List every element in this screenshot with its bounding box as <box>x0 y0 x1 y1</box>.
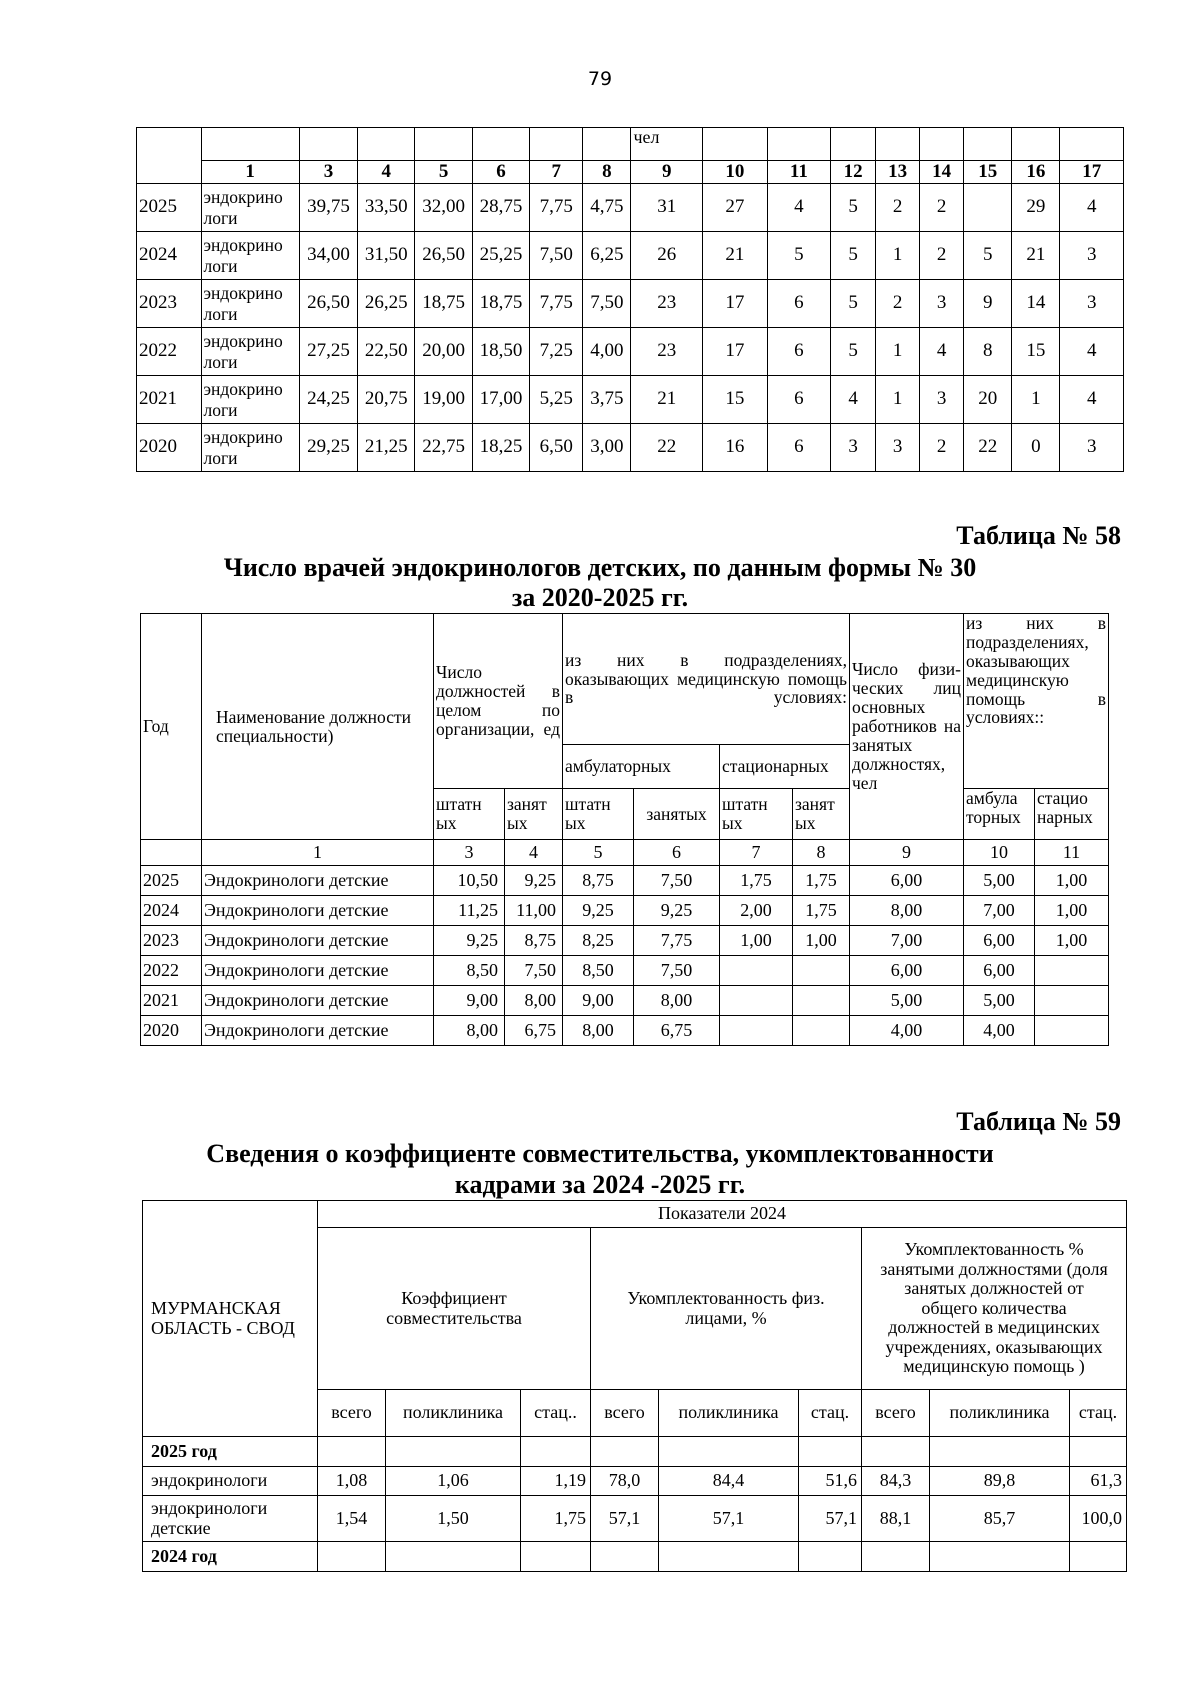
position-cell: Эндокринологи детские <box>202 986 434 1016</box>
table-row <box>141 896 1109 926</box>
col-num: 8 <box>793 840 850 866</box>
value-cell: 6,00 <box>964 956 1035 986</box>
value-cell: 7,75 <box>634 926 720 956</box>
year-cell: 2020 <box>137 424 202 472</box>
value-cell: 33,50 <box>358 184 415 232</box>
header-year: Год <box>141 614 202 840</box>
col-num: 13 <box>876 161 920 184</box>
value-cell: 5,00 <box>964 866 1035 896</box>
value-cell: 15 <box>703 376 768 424</box>
subheader: стац. <box>799 1390 862 1437</box>
table58-number: Таблица № 58 <box>956 521 1121 550</box>
value-cell: 31 <box>631 184 703 232</box>
value-cell: 1,75 <box>720 866 793 896</box>
table59-subtitle: кадрами за 2024 -2025 гг. <box>454 1170 746 1199</box>
col-num: 1 <box>202 840 434 866</box>
value-cell: 26,50 <box>415 232 472 280</box>
header-ambulatory-short: амбула торных <box>964 789 1035 840</box>
value-cell: 20,00 <box>415 328 472 376</box>
col-num: 14 <box>920 161 964 184</box>
value-cell: 78,0 <box>591 1467 659 1496</box>
col-num: 1 <box>201 161 299 184</box>
year-cell: 2023 <box>137 280 202 328</box>
value-cell: 4,00 <box>964 1016 1035 1046</box>
value-cell: 7,75 <box>530 280 583 328</box>
col-num: 3 <box>434 840 505 866</box>
col-num: 9 <box>631 161 703 184</box>
col-num: 8 <box>583 161 631 184</box>
value-cell: 1,00 <box>793 926 850 956</box>
position-cell: эндокрино логи <box>201 376 299 424</box>
table59-title: Сведения о коэффициенте совместительства, укомплектованности <box>206 1139 994 1168</box>
value-cell: 9,25 <box>563 896 634 926</box>
value-cell: 22 <box>964 424 1012 472</box>
table-row <box>141 956 1109 986</box>
header-indicators: Показатели 2024 <box>318 1201 1127 1228</box>
table59 <box>142 1200 1127 1572</box>
value-cell: 2 <box>920 424 964 472</box>
value-cell: 6,75 <box>634 1016 720 1046</box>
value-cell: 7,00 <box>850 926 964 956</box>
value-cell: 6,25 <box>583 232 631 280</box>
header-of-them: из них в подразделениях, оказывающих медицинскую помощь в условиях:: <box>964 614 1109 789</box>
value-cell: 2 <box>920 232 964 280</box>
header-occupied: занят ых <box>793 789 850 840</box>
value-cell: 8,50 <box>563 956 634 986</box>
value-cell: 5,00 <box>964 986 1035 1016</box>
position-cell: эндокрино логи <box>201 280 299 328</box>
value-cell: 1,19 <box>521 1467 591 1496</box>
value-cell: 8,00 <box>634 986 720 1016</box>
value-cell: 14 <box>1012 280 1060 328</box>
table-row <box>137 280 1124 328</box>
value-cell: 5 <box>767 232 830 280</box>
subheader: поликлиника <box>930 1390 1070 1437</box>
value-cell <box>1035 1016 1109 1046</box>
value-cell: 3 <box>876 424 920 472</box>
value-cell: 18,50 <box>472 328 529 376</box>
value-cell: 1,00 <box>1035 896 1109 926</box>
value-cell: 6,00 <box>964 926 1035 956</box>
table58 <box>140 613 1109 1046</box>
value-cell: 5 <box>831 232 876 280</box>
value-cell: 9 <box>964 280 1012 328</box>
value-cell <box>793 956 850 986</box>
value-cell: 26,25 <box>358 280 415 328</box>
value-cell <box>793 986 850 1016</box>
value-cell: 11,00 <box>505 896 563 926</box>
position-cell: эндокринологи детские <box>143 1496 318 1542</box>
value-cell: 57,1 <box>659 1496 799 1542</box>
col-num: 6 <box>634 840 720 866</box>
header-staffing-physical: Укомплектованность физ. лицами, % <box>591 1228 862 1390</box>
value-cell: 17 <box>703 328 768 376</box>
year-2025-label: 2025 год <box>143 1437 318 1467</box>
year-cell: 2020 <box>141 1016 202 1046</box>
value-cell: 22 <box>631 424 703 472</box>
value-cell: 1,00 <box>1035 866 1109 896</box>
table59-body <box>143 1467 1127 1542</box>
value-cell: 7,50 <box>583 280 631 328</box>
value-cell: 6,00 <box>850 956 964 986</box>
year-cell: 2021 <box>141 986 202 1016</box>
col-num: 4 <box>358 161 415 184</box>
value-cell: 1,50 <box>386 1496 521 1542</box>
position-cell: Эндокринологи детские <box>202 1016 434 1046</box>
value-cell: 27 <box>703 184 768 232</box>
value-cell: 2 <box>876 184 920 232</box>
table58-subtitle: за 2020-2025 гг. <box>511 583 689 612</box>
value-cell: 5 <box>831 328 876 376</box>
value-cell: 8,00 <box>850 896 964 926</box>
value-cell: 100,0 <box>1070 1496 1127 1542</box>
value-cell: 8 <box>964 328 1012 376</box>
header-staff: штатн ых <box>563 789 634 840</box>
value-cell: 8,75 <box>505 926 563 956</box>
value-cell: 16 <box>703 424 768 472</box>
position-cell: эндокрино логи <box>201 328 299 376</box>
value-cell: 23 <box>631 280 703 328</box>
top-header-row <box>137 128 1124 161</box>
year-cell: 2022 <box>141 956 202 986</box>
value-cell: 11,25 <box>434 896 505 926</box>
value-cell <box>720 956 793 986</box>
value-cell: 5 <box>831 280 876 328</box>
col-num: 7 <box>530 161 583 184</box>
position-cell: Эндокринологи детские <box>202 896 434 926</box>
position-cell: эндокрино логи <box>201 232 299 280</box>
header-occupied: занятых <box>634 789 720 840</box>
value-cell: 9,00 <box>563 986 634 1016</box>
col-num: 5 <box>415 161 472 184</box>
value-cell: 10,50 <box>434 866 505 896</box>
value-cell: 26,50 <box>299 280 357 328</box>
table-row <box>141 866 1109 896</box>
table-row <box>137 184 1124 232</box>
value-cell: 18,75 <box>415 280 472 328</box>
value-cell <box>793 1016 850 1046</box>
year-cell: 2023 <box>141 926 202 956</box>
header-subdivisions: из них в подразделениях, оказывающих медицинскую помощь в условиях: <box>563 614 850 745</box>
value-cell: 0 <box>1012 424 1060 472</box>
header-occupied: занят ых <box>505 789 563 840</box>
table-row <box>141 986 1109 1016</box>
year-cell: 2024 <box>137 232 202 280</box>
col-num: 11 <box>1035 840 1109 866</box>
value-cell: 9,25 <box>505 866 563 896</box>
value-cell: 21 <box>631 376 703 424</box>
header-staff: штатн ых <box>434 789 505 840</box>
position-cell: эндокринологи <box>143 1467 318 1496</box>
value-cell: 2,00 <box>720 896 793 926</box>
value-cell: 3 <box>1060 280 1124 328</box>
header-ambulatory: амбулаторных <box>563 745 720 789</box>
value-cell: 34,00 <box>299 232 357 280</box>
value-cell: 84,3 <box>862 1467 930 1496</box>
value-cell: 21 <box>1012 232 1060 280</box>
value-cell: 5,00 <box>850 986 964 1016</box>
position-cell: Эндокринологи детские <box>202 866 434 896</box>
value-cell: 7,50 <box>634 866 720 896</box>
value-cell: 7,25 <box>530 328 583 376</box>
value-cell: 8,00 <box>505 986 563 1016</box>
subheader: поликлиника <box>659 1390 799 1437</box>
header-staff: штатн ых <box>720 789 793 840</box>
value-cell: 1,75 <box>793 866 850 896</box>
value-cell: 1 <box>876 376 920 424</box>
value-cell <box>964 184 1012 232</box>
unit-label: чел <box>631 128 703 161</box>
value-cell: 7,50 <box>634 956 720 986</box>
table58-body <box>141 866 1109 1046</box>
col-num: 16 <box>1012 161 1060 184</box>
table-row <box>141 926 1109 956</box>
value-cell: 1,75 <box>521 1496 591 1542</box>
header-position-name: Наименование должности специальности) <box>202 614 434 840</box>
value-cell: 22,75 <box>415 424 472 472</box>
value-cell: 24,25 <box>299 376 357 424</box>
header-positions-total: Число должностей в целом по организации, ед <box>434 614 563 789</box>
value-cell: 1 <box>1012 376 1060 424</box>
value-cell: 3 <box>1060 424 1124 472</box>
value-cell: 31,50 <box>358 232 415 280</box>
col-num: 12 <box>831 161 876 184</box>
value-cell: 29,25 <box>299 424 357 472</box>
value-cell: 20 <box>964 376 1012 424</box>
value-cell: 6 <box>767 424 830 472</box>
header-coefficient: Коэффициент совместительства <box>318 1228 591 1390</box>
subheader: всего <box>862 1390 930 1437</box>
value-cell: 51,6 <box>799 1467 862 1496</box>
year-cell: 2022 <box>137 328 202 376</box>
value-cell: 21,25 <box>358 424 415 472</box>
value-cell: 18,75 <box>472 280 529 328</box>
col-num: 15 <box>964 161 1012 184</box>
table58-title: Число врачей эндокринологов детских, по данным формы № 30 <box>223 553 977 582</box>
value-cell: 7,00 <box>964 896 1035 926</box>
value-cell: 3,00 <box>583 424 631 472</box>
subheader: стац. <box>1070 1390 1127 1437</box>
column-number-row <box>137 161 1124 184</box>
header-inpatient: стационарных <box>720 745 850 789</box>
subheader: всего <box>318 1390 386 1437</box>
value-cell: 1,06 <box>386 1467 521 1496</box>
table-row <box>141 1016 1109 1046</box>
value-cell: 6 <box>767 328 830 376</box>
col-num: 3 <box>299 161 357 184</box>
value-cell: 3 <box>1060 232 1124 280</box>
value-cell: 8,75 <box>563 866 634 896</box>
value-cell: 4,00 <box>583 328 631 376</box>
value-cell: 1,54 <box>318 1496 386 1542</box>
value-cell: 1,00 <box>1035 926 1109 956</box>
header-staffing-occupied: Укомплектованность % занятыми должностями (доля занятых должностей от общего количества должностей в медицинских учреждениях, оказывающих медицинскую помощь ) <box>862 1228 1127 1390</box>
value-cell: 17 <box>703 280 768 328</box>
value-cell: 9,00 <box>434 986 505 1016</box>
col-num: 10 <box>703 161 768 184</box>
value-cell <box>720 1016 793 1046</box>
value-cell <box>1035 956 1109 986</box>
value-cell: 4 <box>1060 376 1124 424</box>
table-row <box>137 424 1124 472</box>
subheader: всего <box>591 1390 659 1437</box>
year-cell: 2025 <box>141 866 202 896</box>
value-cell: 8,50 <box>434 956 505 986</box>
value-cell: 4,75 <box>583 184 631 232</box>
value-cell: 1 <box>876 232 920 280</box>
header-inpatient-short: стацио нарных <box>1035 789 1109 840</box>
value-cell: 5 <box>964 232 1012 280</box>
col-num: 5 <box>563 840 634 866</box>
value-cell: 4 <box>1060 184 1124 232</box>
value-cell: 1,00 <box>720 926 793 956</box>
value-cell: 4,00 <box>850 1016 964 1046</box>
position-cell: эндокрино логи <box>201 424 299 472</box>
header-physical-persons: Число физи-ческих лиц основных работников на занятых должностях, чел <box>850 614 964 840</box>
col-num: 7 <box>720 840 793 866</box>
value-cell: 8,25 <box>563 926 634 956</box>
value-cell: 85,7 <box>930 1496 1070 1542</box>
year-cell: 2024 <box>141 896 202 926</box>
value-cell: 4 <box>1060 328 1124 376</box>
value-cell: 21 <box>703 232 768 280</box>
value-cell: 2 <box>876 280 920 328</box>
value-cell: 84,4 <box>659 1467 799 1496</box>
table-row <box>143 1467 1127 1496</box>
value-cell: 89,8 <box>930 1467 1070 1496</box>
value-cell: 4 <box>767 184 830 232</box>
value-cell: 1,08 <box>318 1467 386 1496</box>
value-cell: 88,1 <box>862 1496 930 1542</box>
value-cell: 9,25 <box>634 896 720 926</box>
value-cell: 6,75 <box>505 1016 563 1046</box>
value-cell: 7,75 <box>530 184 583 232</box>
value-cell: 6 <box>767 376 830 424</box>
value-cell: 22,50 <box>358 328 415 376</box>
value-cell: 26 <box>631 232 703 280</box>
year-cell: 2025 <box>137 184 202 232</box>
value-cell: 1,75 <box>793 896 850 926</box>
value-cell: 20,75 <box>358 376 415 424</box>
header-region: МУРМАНСКАЯ ОБЛАСТЬ - СВОД <box>143 1201 318 1437</box>
value-cell: 23 <box>631 328 703 376</box>
value-cell: 7,50 <box>530 232 583 280</box>
position-cell: Эндокринологи детские <box>202 956 434 986</box>
value-cell: 19,00 <box>415 376 472 424</box>
col-num: 4 <box>505 840 563 866</box>
table-row <box>137 232 1124 280</box>
value-cell: 3,75 <box>583 376 631 424</box>
value-cell: 5 <box>831 184 876 232</box>
value-cell: 3 <box>831 424 876 472</box>
year-cell: 2021 <box>137 376 202 424</box>
value-cell: 57,1 <box>799 1496 862 1542</box>
value-cell: 61,3 <box>1070 1467 1127 1496</box>
value-cell: 29 <box>1012 184 1060 232</box>
col-num: 17 <box>1060 161 1124 184</box>
year-2024-label: 2024 год <box>143 1542 318 1572</box>
position-cell: Эндокринологи детские <box>202 926 434 956</box>
col-num: 9 <box>850 840 964 866</box>
value-cell: 28,75 <box>472 184 529 232</box>
value-cell: 2 <box>920 184 964 232</box>
value-cell: 25,25 <box>472 232 529 280</box>
value-cell: 18,25 <box>472 424 529 472</box>
table-row <box>143 1496 1127 1542</box>
value-cell: 4 <box>831 376 876 424</box>
value-cell: 27,25 <box>299 328 357 376</box>
value-cell: 15 <box>1012 328 1060 376</box>
value-cell: 7,50 <box>505 956 563 986</box>
table-row <box>137 376 1124 424</box>
value-cell: 57,1 <box>591 1496 659 1542</box>
top-table-body <box>137 184 1124 472</box>
value-cell: 8,00 <box>563 1016 634 1046</box>
col-num: 11 <box>767 161 830 184</box>
value-cell: 39,75 <box>299 184 357 232</box>
value-cell: 3 <box>920 376 964 424</box>
page-number: 79 <box>587 68 613 90</box>
value-cell: 4 <box>920 328 964 376</box>
col-num: 6 <box>472 161 529 184</box>
position-cell: эндокрино логи <box>201 184 299 232</box>
value-cell: 6,00 <box>850 866 964 896</box>
value-cell <box>1035 986 1109 1016</box>
table59-number: Таблица № 59 <box>956 1107 1121 1136</box>
value-cell: 3 <box>920 280 964 328</box>
value-cell: 6,50 <box>530 424 583 472</box>
value-cell: 17,00 <box>472 376 529 424</box>
subheader: поликлиника <box>386 1390 521 1437</box>
subheader: стац.. <box>521 1390 591 1437</box>
value-cell: 5,25 <box>530 376 583 424</box>
value-cell: 32,00 <box>415 184 472 232</box>
col-num: 10 <box>964 840 1035 866</box>
table-row <box>137 328 1124 376</box>
value-cell: 8,00 <box>434 1016 505 1046</box>
value-cell <box>720 986 793 1016</box>
top-table <box>136 127 1124 472</box>
value-cell: 6 <box>767 280 830 328</box>
value-cell: 9,25 <box>434 926 505 956</box>
value-cell: 1 <box>876 328 920 376</box>
